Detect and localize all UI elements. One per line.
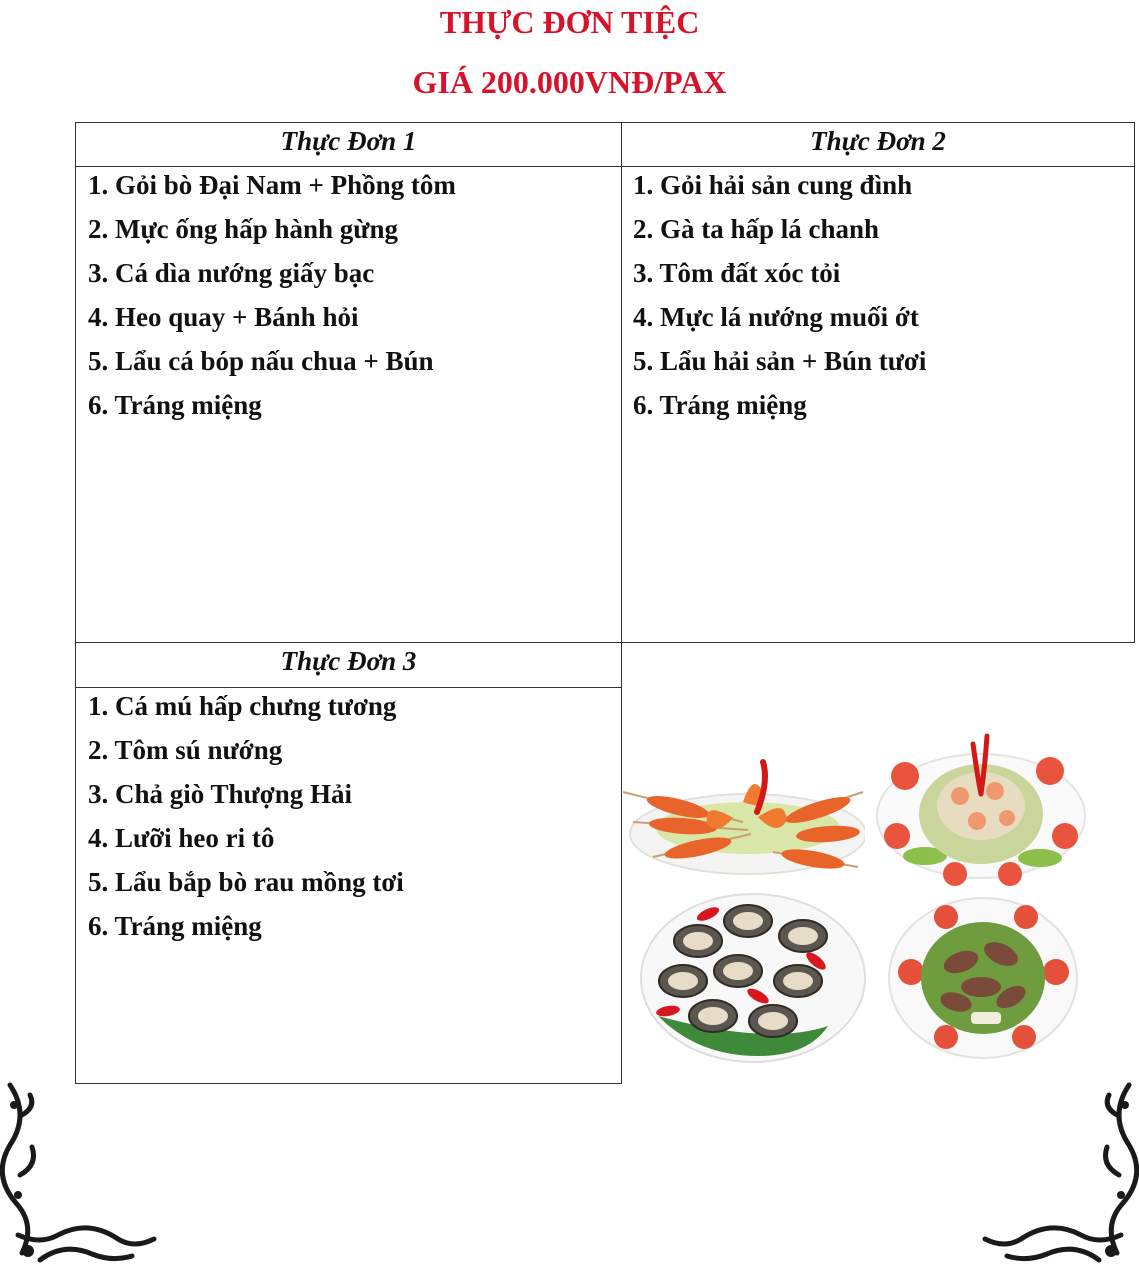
price-title: GIÁ 200.000VNĐ/PAX [412, 64, 727, 100]
menu-1-item: 2. Mực ống hấp hành gừng [88, 214, 398, 244]
menu-3-item: 5. Lẩu bắp bò rau mồng tơi [88, 867, 404, 897]
menu-2-item: 5. Lẩu hải sản + Bún tươi [633, 346, 927, 376]
menu-3-item: 4. Lưỡi heo ri tô [88, 823, 275, 853]
menu-1-item: 3. Cá dìa nướng giấy bạc [88, 258, 375, 288]
menu-3-item: 3. Chả giò Thượng Hải [88, 779, 352, 809]
menu-2-item: 3. Tôm đất xóc tỏi [633, 258, 841, 288]
corner-ornament-right-icon [979, 1075, 1139, 1270]
table-divider-vertical [621, 122, 622, 643]
menu-1-item: 5. Lẩu cá bóp nấu chua + Bún [88, 346, 434, 376]
menu-2-item: 4. Mực lá nướng muối ớt [633, 302, 919, 332]
menu-1-list [88, 163, 456, 427]
grilled-shrimp-skewers-photo [623, 722, 865, 882]
menu-1-item: 4. Heo quay + Bánh hỏi [88, 302, 359, 332]
menu-1-heading: Thực Đơn 1 [280, 126, 417, 156]
menu-3-item: 6. Tráng miệng [88, 911, 262, 941]
menu-2-item: 1. Gỏi hải sản cung đình [633, 170, 913, 200]
corner-ornament-left-icon [0, 1075, 160, 1270]
menu-title: THỰC ĐƠN TIỆC [439, 4, 700, 40]
menu-1-item: 1. Gỏi bò Đại Nam + Phồng tôm [88, 170, 456, 200]
menu-2-item: 6. Tráng miệng [633, 390, 807, 420]
menu-3-item: 1. Cá mú hấp chưng tương [88, 691, 397, 721]
menu-2-item: 2. Gà ta hấp lá chanh [633, 214, 880, 244]
grilled-clams-photo [638, 886, 868, 1066]
menu-2-heading: Thực Đơn 2 [810, 126, 946, 156]
menu-3-list [88, 684, 404, 948]
menu-3-item: 2. Tôm sú nướng [88, 735, 283, 765]
menu-1-item: 6. Tráng miệng [88, 390, 262, 420]
seafood-salad-photo [875, 726, 1087, 886]
menu-3-heading: Thực Đơn 3 [280, 646, 417, 676]
beef-salad-photo [886, 892, 1081, 1064]
menu-2-list [633, 163, 926, 427]
